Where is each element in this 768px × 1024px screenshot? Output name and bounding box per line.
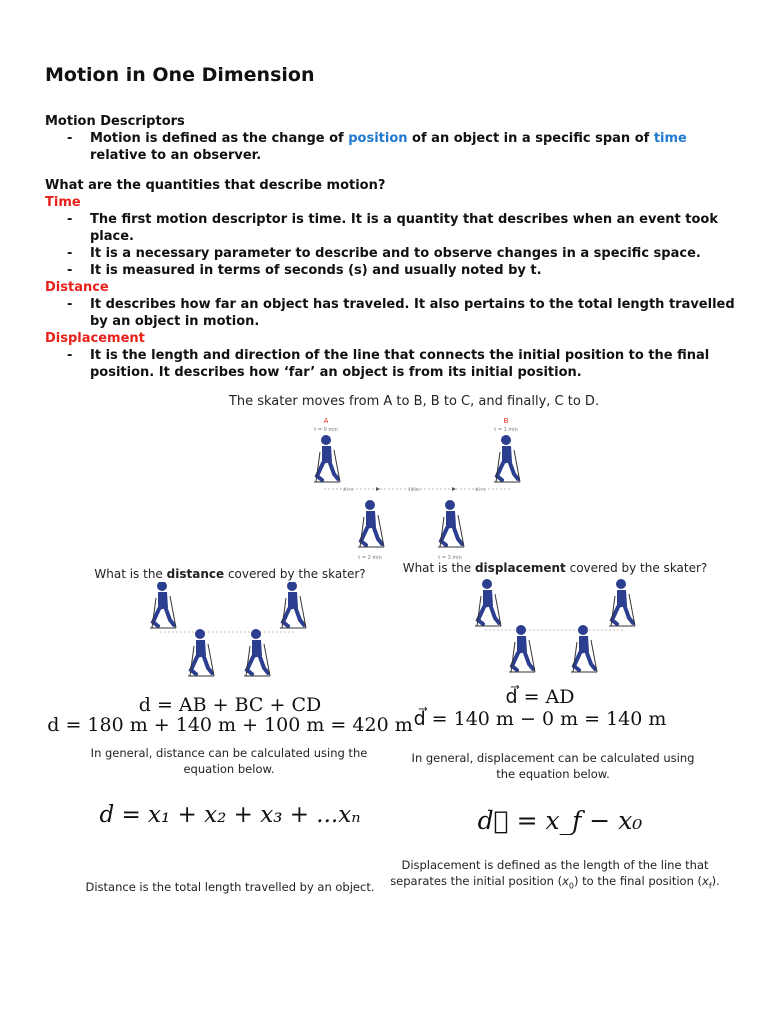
figure-caption: The skater moves from A to B, B to C, and finally, C to D.	[228, 394, 600, 409]
displacement-heading: Displacement	[45, 331, 145, 346]
displacement-mini-diagram	[465, 578, 645, 690]
mini-skater-c	[188, 629, 214, 676]
displacement-equation-1: d⃗ = AD	[505, 686, 575, 708]
list-item: - It is a necessary parameter to describe and to observe changes in a specific space.	[67, 246, 701, 261]
mini-skater-d	[571, 625, 597, 672]
displacement-equation-2: d⃗ = 140 m − 0 m = 140 m	[413, 708, 667, 730]
motion-descriptors-section	[45, 113, 735, 164]
time-heading: Time	[45, 195, 81, 210]
bullet-dash: -	[67, 131, 73, 146]
section-heading: Motion Descriptors	[45, 114, 185, 129]
distance-general-text: In general, distance can be calculated using the equation below.	[90, 746, 368, 776]
segment-label: 40 m	[474, 487, 486, 492]
distance-mini-diagram	[140, 582, 320, 692]
skater-b	[494, 435, 520, 482]
mini-skater-b	[609, 579, 635, 626]
time-b: t = 1 min	[494, 427, 518, 433]
label-b: B	[503, 417, 509, 425]
distance-question: What is the distance covered by the skater?	[94, 567, 366, 581]
distance-heading: Distance	[45, 280, 109, 295]
skater-d	[438, 500, 464, 547]
intro-bullet: - Motion is defined as the change of position of an object in a specific span of time relative to an observer.	[67, 131, 687, 163]
distance-formula: d = x₁ + x₂ + x₃ + ...xₙ	[99, 802, 361, 828]
displacement-formula: d⃗ = x_f − x₀	[477, 806, 643, 835]
question-text: What are the quantities that describe motion?	[45, 178, 386, 193]
list-item: - It is measured in terms of seconds (s) and usually noted by t.	[67, 263, 542, 278]
skater-diagram	[290, 410, 550, 565]
time-a: t = 0 min	[314, 427, 338, 433]
quantities-section	[45, 177, 735, 381]
list-item: - It describes how far an object has traveled. It also pertains to the total length travelled by an object in motion.	[67, 297, 735, 329]
skater-c	[358, 500, 384, 547]
mini-skater-a	[150, 582, 176, 628]
mini-skater-b	[280, 582, 306, 628]
displacement-question: What is the displacement covered by the skater?	[402, 561, 708, 575]
keyword-time: time	[653, 131, 687, 146]
list-item: - It is the length and direction of the line that connects the initial position to the final position. It describes how ‘far’ an object is from its initial position.	[67, 348, 710, 380]
mini-skater-d	[244, 629, 270, 676]
mini-skater-c	[509, 625, 535, 672]
segment-arrow	[376, 487, 380, 491]
list-item: - The first motion descriptor is time. It is a quantity that describes when an event took place.	[67, 212, 718, 244]
segment-label: 100m	[408, 487, 420, 492]
time-d: t = 3 min	[438, 555, 462, 561]
mini-skater-a	[475, 579, 501, 626]
distance-note: Distance is the total length travelled by an object.	[85, 880, 375, 894]
displacement-general-text: In general, displacement can be calculated using the equation below.	[411, 751, 695, 781]
label-a: A	[323, 417, 329, 425]
distance-equation-2: d = 180 m + 140 m + 100 m = 420 m	[47, 714, 413, 736]
segment-label: 40 m	[342, 487, 354, 492]
keyword-position: position	[348, 131, 408, 146]
displacement-note: Displacement is defined as the length of the line that separates the initial position $(x_0)$ to the final position $(x_f)$.	[390, 858, 720, 891]
time-c: t = 2 min	[358, 555, 382, 561]
distance-equation-1: d = AB + BC + CD	[138, 694, 322, 716]
segment-arrow	[452, 487, 456, 491]
page-title: Motion in One Dimension	[45, 64, 315, 86]
skater-a	[314, 435, 340, 482]
